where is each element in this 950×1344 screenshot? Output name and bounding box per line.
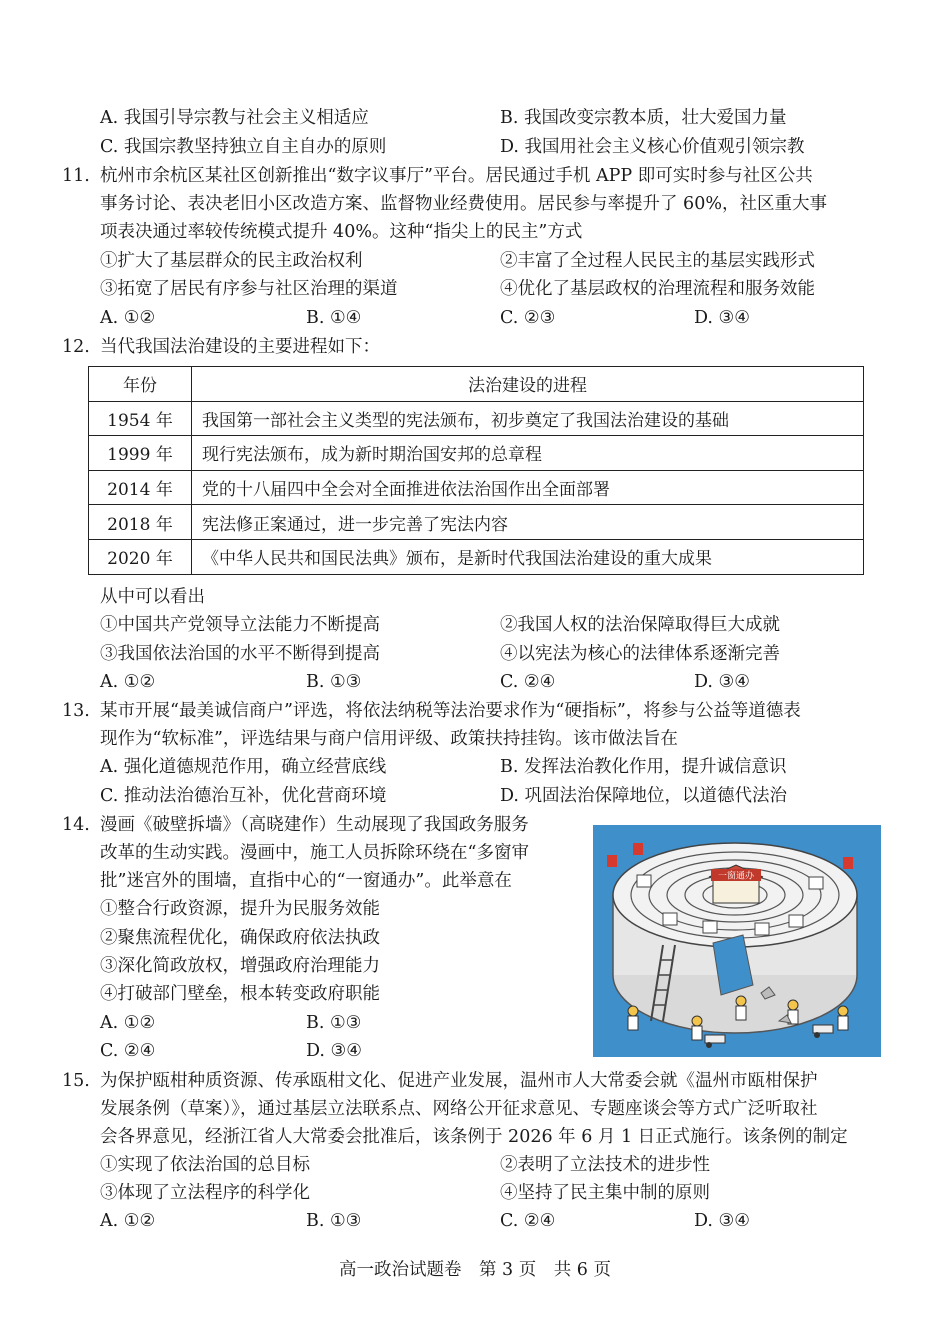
q12-item-4: ④以宪法为核心的法律体系逐渐完善 [500, 644, 780, 664]
table-cell-progress: 现行宪法颁布，成为新时期治国安邦的总章程 [192, 436, 864, 471]
table-row [89, 505, 864, 540]
q13-number: 13. [62, 701, 90, 721]
table-cell-year: 2014 年 [89, 470, 192, 505]
q14-item-4: ④打破部门壁垒，根本转变政府职能 [100, 984, 380, 1004]
q14-choice-d: D. ③④ [306, 1041, 362, 1061]
q12-item-2: ②我国人权的法治保障取得巨大成就 [500, 615, 780, 635]
table-cell-year: 2020 年 [89, 539, 192, 574]
q11-item-3: ③拓宽了居民有序参与社区治理的渠道 [100, 279, 398, 299]
q10-option-b: B. 我国改变宗教本质，壮大爱国力量 [500, 108, 787, 128]
q11-choice-d: D. ③④ [694, 308, 750, 328]
q11-number: 11. [62, 166, 90, 186]
law-progress-table [88, 366, 864, 575]
q15-choice-b: B. ①③ [306, 1211, 362, 1231]
one-window-sign: 一窗通办 [717, 871, 755, 882]
table-cell-progress: 党的十八届四中全会对全面推进依法治国作出全面部署 [192, 470, 864, 505]
table-cell-progress: 我国第一部社会主义类型的宪法颁布，初步奠定了我国法治建设的基础 [192, 401, 864, 436]
table-row [89, 539, 864, 574]
q14-stem-line-1: 漫画《破壁拆墙》（高晓建作）生动展现了我国政务服务 [100, 815, 529, 835]
table-cell-progress: 宪法修正案通过，进一步完善了宪法内容 [192, 505, 864, 540]
table-header-row [89, 367, 864, 402]
q10-option-c: C. 我国宗教坚持独立自主自办的原则 [100, 137, 387, 157]
q15-stem-line-3: 会各界意见，经浙江省人大常委会批准后，该条例于 2026 年 6 月 1 日正式施行。该条例的制定 [100, 1127, 848, 1147]
q13-stem-line-1: 某市开展“最美诚信商户”评选，将依法纳税等法治要求作为“硬指标”，将参与公益等道德表 [100, 701, 801, 721]
table-row [89, 470, 864, 505]
q11-item-1: ①扩大了基层群众的民主政治权利 [100, 251, 363, 271]
q15-number: 15. [62, 1071, 90, 1091]
table-header-year: 年份 [89, 367, 192, 402]
q10-option-d: D. 我国用社会主义核心价值观引领宗教 [500, 137, 805, 157]
q14-choice-b: B. ①③ [306, 1013, 362, 1033]
q11-item-4: ④优化了基层政权的治理流程和服务效能 [500, 279, 815, 299]
q11-choice-b: B. ①④ [306, 308, 362, 328]
q14-stem-line-2: 改革的生动实践。漫画中，施工人员拆除环绕在“多窗审 [100, 843, 529, 863]
q14-stem-line-3: 批”迷宫外的围墙，直指中心的“一窗通办”。此举意在 [100, 871, 512, 891]
q11-choice-c: C. ②③ [500, 308, 556, 328]
q14-item-2: ②聚焦流程优化，确保政府依法执政 [100, 928, 380, 948]
table-cell-year: 1999 年 [89, 436, 192, 471]
table-cell-year: 2018 年 [89, 505, 192, 540]
q15-item-4: ④坚持了民主集中制的原则 [500, 1183, 710, 1203]
q15-choice-c: C. ②④ [500, 1211, 556, 1231]
q12-choice-b: B. ①③ [306, 672, 362, 692]
q15-item-2: ②表明了立法技术的进步性 [500, 1155, 710, 1175]
page-footer: 高一政治试题卷 第 3 页 共 6 页 [338, 1260, 612, 1280]
q13-option-d: D. 巩固法治保障地位，以道德代法治 [500, 786, 788, 806]
q10-option-a: A. 我国引导宗教与社会主义相适应 [100, 108, 369, 128]
q12-choice-c: C. ②④ [500, 672, 556, 692]
q11-item-2: ②丰富了全过程人民民主的基层实践形式 [500, 251, 815, 271]
q14-item-1: ①整合行政资源，提升为民服务效能 [100, 899, 380, 919]
q12-item-3: ③我国依法治国的水平不断得到提高 [100, 644, 380, 664]
q11-stem-line-2: 事务讨论、表决老旧小区改造方案、监督物业经费使用。居民参与率提升了 60%，社区重大事 [100, 194, 827, 214]
q15-stem-line-1: 为保护瓯柑种质资源、传承瓯柑文化、促进产业发展，温州市人大常委会就《温州市瓯柑保护 [100, 1071, 818, 1091]
q13-stem-line-2: 现作为“软标准”，评选结果与商户信用评级、政策扶持挂钩。该市做法旨在 [100, 729, 678, 749]
q11-stem-line-1: 杭州市余杭区某社区创新推出“数字议事厅”平台。居民通过手机 APP 即可实时参与社区公共 [100, 166, 813, 186]
table-row [89, 436, 864, 471]
q12-choice-d: D. ③④ [694, 672, 750, 692]
maze-wall-cartoon [593, 825, 881, 1057]
table-cell-progress: 《中华人民共和国民法典》颁布，是新时代我国法治建设的重大成果 [192, 539, 864, 574]
q15-choice-a: A. ①② [100, 1211, 156, 1231]
q13-option-a: A. 强化道德规范作用，确立经营底线 [100, 757, 387, 777]
q14-choice-c: C. ②④ [100, 1041, 156, 1061]
q11-stem-line-3: 项表决通过率较传统模式提升 40%。这种“指尖上的民主”方式 [100, 222, 583, 242]
q12-follow: 从中可以看出 [100, 587, 205, 607]
table-cell-year: 1954 年 [89, 401, 192, 436]
q12-choice-a: A. ①② [100, 672, 156, 692]
q13-option-b: B. 发挥法治教化作用，提升诚信意识 [500, 757, 787, 777]
table-row [89, 401, 864, 436]
q15-stem-line-2: 发展条例（草案）》，通过基层立法联系点、网络公开征求意见、专题座谈会等方式广泛听取社 [100, 1099, 818, 1119]
q14-choice-a: A. ①② [100, 1013, 156, 1033]
q11-choice-a: A. ①② [100, 308, 156, 328]
q13-option-c: C. 推动法治德治互补，优化营商环境 [100, 786, 387, 806]
cartoon-illustration [593, 825, 881, 1057]
table-header-progress: 法治建设的进程 [192, 367, 864, 402]
q12-number: 12. [62, 337, 90, 357]
q15-item-1: ①实现了依法治国的总目标 [100, 1155, 310, 1175]
q12-item-1: ①中国共产党领导立法能力不断提高 [100, 615, 380, 635]
q15-choice-d: D. ③④ [694, 1211, 750, 1231]
q12-stem: 当代我国法治建设的主要进程如下： [100, 337, 380, 357]
q15-item-3: ③体现了立法程序的科学化 [100, 1183, 310, 1203]
q14-item-3: ③深化简政放权，增强政府治理能力 [100, 956, 380, 976]
q14-number: 14. [62, 815, 90, 835]
